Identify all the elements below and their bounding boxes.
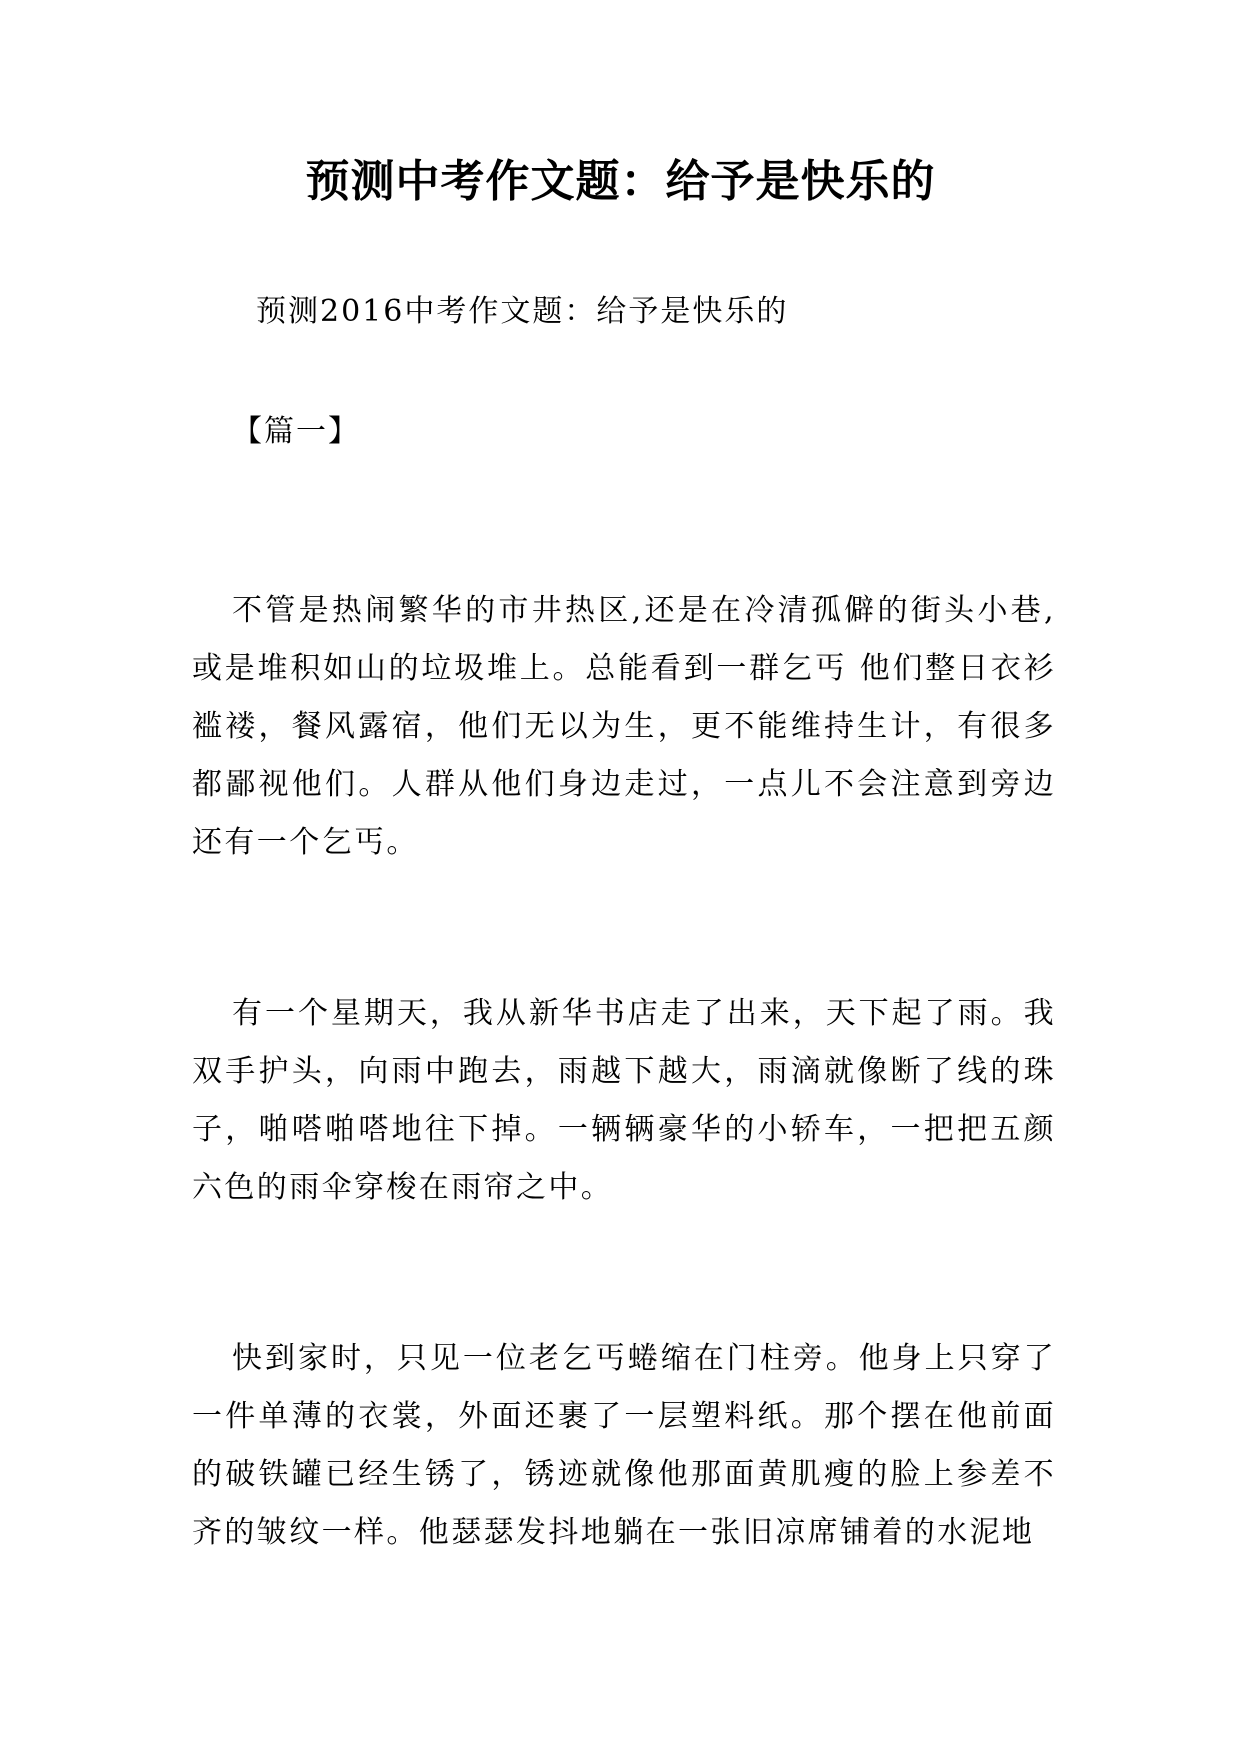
section-label: 【篇一】 [232,414,360,449]
paragraph: 不管是热闹繁华的市井热区,还是在冷清孤僻的街头小巷,或是堆积如山的垃圾堆上。总能看到一群乞丐 他们整日衣衫褴褛，餐风露宿，他们无以为生，更不能维持生计，有很多都鄙视他们。人群从他们身边走过，一点儿不会注意到旁边还有一个乞丐。 [192,593,1056,860]
document-title: 预测中考作文题：给予是快乐的 [305,156,936,207]
paragraph: 快到家时，只见一位老乞丐蜷缩在门柱旁。他身上只穿了一件单薄的衣裳，外面还裹了一层塑料纸。那个摆在他前面的破铁罐已经生锈了，锈迹就像他那面黄肌瘦的脸上参差不齐的皱纹一样。他瑟瑟发抖地躺在一张旧凉席铺着的水泥地 [192,1341,1056,1550]
document-subtitle: 预测2016中考作文题：给予是快乐的 [256,294,789,329]
paragraph: 有一个星期天，我从新华书店走了出来，天下起了雨。我双手护头，向雨中跑去，雨越下越大，雨滴就像断了线的珠子，啪嗒啪嗒地往下掉。一辆辆豪华的小轿车，一把把五颜六色的雨伞穿梭在雨帘之中。 [192,996,1056,1205]
